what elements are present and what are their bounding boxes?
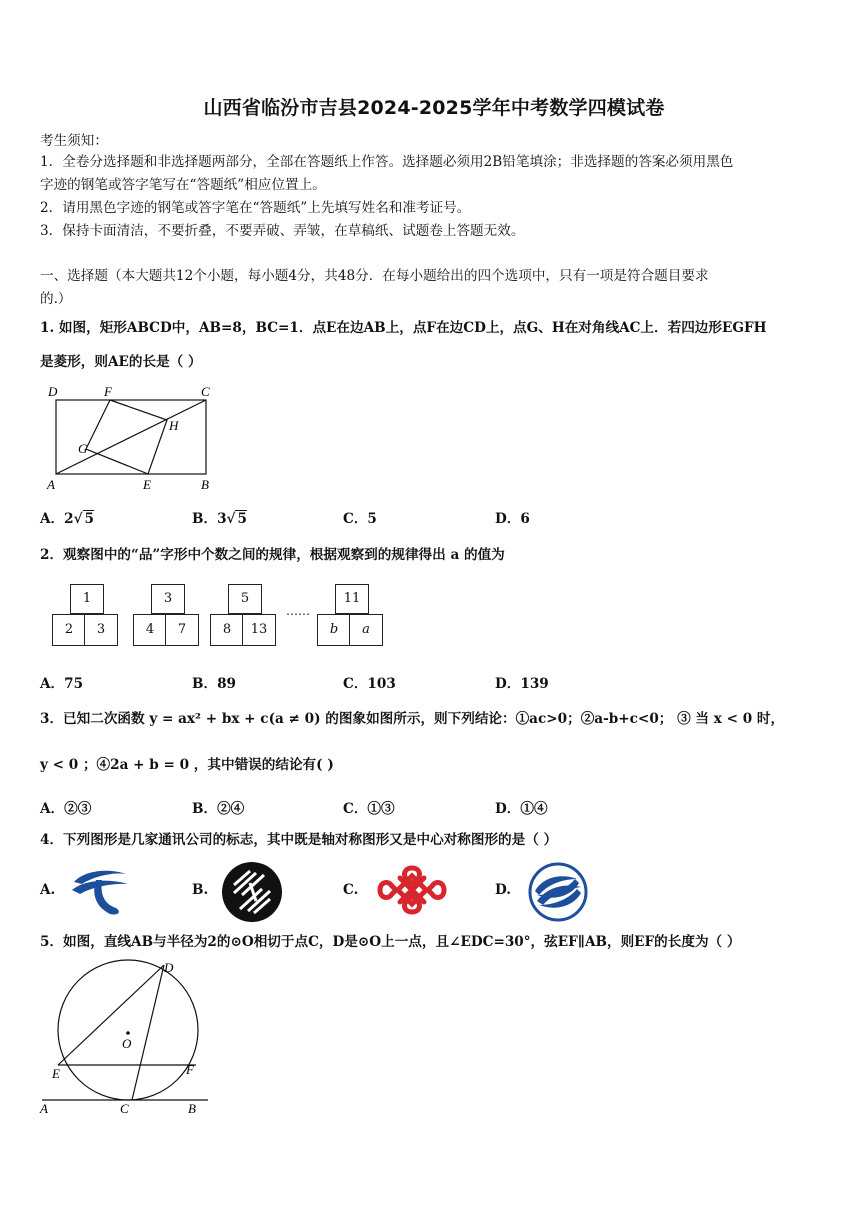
q1-rectangle-figure: [40, 378, 220, 496]
notice-item: 字迹的钢笔或答字笔写在“答题纸”相应位置上。: [40, 177, 326, 193]
q3-option-b[interactable]: B．②④: [192, 801, 245, 817]
q3-text-cont: y < 0 ；④2a + b = 0 ，其中错误的结论有( ): [40, 757, 334, 773]
label-c: C: [201, 384, 210, 399]
label-f: F: [186, 1062, 194, 1077]
china-mobile-logo-icon: [527, 861, 589, 923]
section-heading: 一、选择题（本大题共12个小题，每小题4分，共48分．在每小题给出的四个选项中，只有一项是符合题目要求: [40, 268, 709, 284]
notice-heading: 考生须知：: [40, 133, 108, 149]
pin-figure: [317, 584, 385, 648]
q2-option-b[interactable]: B．89: [192, 676, 237, 692]
pin-right: 7: [165, 614, 199, 646]
label-e: E: [52, 1066, 60, 1081]
rhombus-egfh: [86, 400, 167, 474]
pin-figure: [52, 584, 120, 648]
q1-option-b[interactable]: B．3√ 5: [192, 511, 247, 527]
pin-right: 3: [84, 614, 118, 646]
section-heading-cont: 的.）: [40, 291, 72, 307]
label-e: E: [143, 477, 151, 492]
q3-option-c[interactable]: C．①③: [343, 801, 395, 817]
q2-text: 2．观察图中的“品”字形中个数之间的规律，根据观察到的规律得出 a 的值为: [40, 547, 505, 563]
pin-left: 8: [210, 614, 244, 646]
notice-item: 2．请用黑色字迹的钢笔或答字笔在“答题纸”上先填写姓名和准考证号。: [40, 200, 471, 216]
q1-option-a[interactable]: A．2√ 5: [40, 511, 95, 527]
q5-circle-figure: [36, 955, 216, 1123]
label-o: O: [122, 1036, 132, 1051]
label-a: A: [47, 477, 55, 492]
china-unicom-logo-icon: [374, 862, 450, 918]
pin-left: 4: [133, 614, 167, 646]
label-b: B: [188, 1101, 196, 1116]
notice-item: 1．全卷分选择题和非选择题两部分，全部在答题纸上作答。选择题必须用2B铅笔填涂；非选择题的答案必须用黑色: [40, 154, 734, 170]
q3-option-a[interactable]: A．②③: [40, 801, 92, 817]
q1-text-cont: 是菱形，则AE的长是（ ）: [40, 354, 202, 370]
pin-figure: [210, 584, 278, 648]
pin-right: a: [349, 614, 383, 646]
q2-option-a[interactable]: A．75: [40, 676, 84, 692]
segment-dc: [132, 965, 164, 1100]
diagonal-ac: [56, 400, 206, 474]
label-g: G: [78, 441, 88, 456]
center-dot: [126, 1031, 130, 1035]
china-telecom-logo-icon: [70, 862, 130, 918]
q4-option-b[interactable]: B.: [192, 882, 209, 898]
q4-option-d[interactable]: D.: [495, 882, 512, 898]
q1-text: 1. 如图，矩形ABCD中，AB=8，BC=1．点E在边AB上，点F在边CD上，点G、H在对角线AC上．若四边形EGFH: [40, 320, 767, 336]
q3-text: 3．已知二次函数 y = ax² + bx + c(a ≠ 0) 的图象如图所示，则下列结论：①ac>0；②a-b+c<0； ③ 当 x < 0 时，: [40, 711, 785, 727]
pin-top: 3: [151, 584, 185, 614]
label-c: C: [120, 1101, 129, 1116]
q2-option-c[interactable]: C．103: [343, 676, 396, 692]
q3-option-d[interactable]: D．①④: [495, 801, 548, 817]
q5-text: 5．如图，直线AB与半径为2的⊙O相切于点C，D是⊙O上一点，且∠EDC=30°，弦EF∥AB，则EF的长度为（ ）: [40, 934, 741, 950]
pin-ellipsis: ……: [286, 604, 310, 618]
page-title: 山西省临汾市吉县2024-2025学年中考数学四模试卷: [203, 97, 665, 119]
pin-left: 2: [52, 614, 86, 646]
segment-ed: [58, 965, 164, 1065]
china-netcom-logo-icon: [220, 861, 284, 923]
pin-top: 5: [228, 584, 262, 614]
label-d: D: [164, 960, 174, 975]
label-b: B: [201, 477, 209, 492]
q4-option-a[interactable]: A.: [40, 882, 56, 898]
label-h: H: [169, 418, 179, 433]
notice-item: 3．保持卡面清洁，不要折叠，不要弄破、弄皱，在草稿纸、试题卷上答题无效。: [40, 223, 525, 239]
q1-option-c[interactable]: C．5: [343, 511, 377, 527]
q2-option-d[interactable]: D．139: [495, 676, 549, 692]
label-d: D: [48, 384, 58, 399]
q4-text: 4．下列图形是几家通讯公司的标志，其中既是轴对称图形又是中心对称图形的是（ ）: [40, 832, 558, 848]
pin-top: 1: [70, 584, 104, 614]
q1-option-d[interactable]: D．6: [495, 511, 530, 527]
label-a: A: [40, 1101, 48, 1116]
pin-left: b: [317, 614, 351, 646]
label-f: F: [104, 384, 112, 399]
pin-figure: [133, 584, 201, 648]
circle-o: [58, 960, 198, 1100]
q4-option-c[interactable]: C.: [343, 882, 359, 898]
pin-right: 13: [242, 614, 276, 646]
pin-top: 11: [335, 584, 369, 614]
